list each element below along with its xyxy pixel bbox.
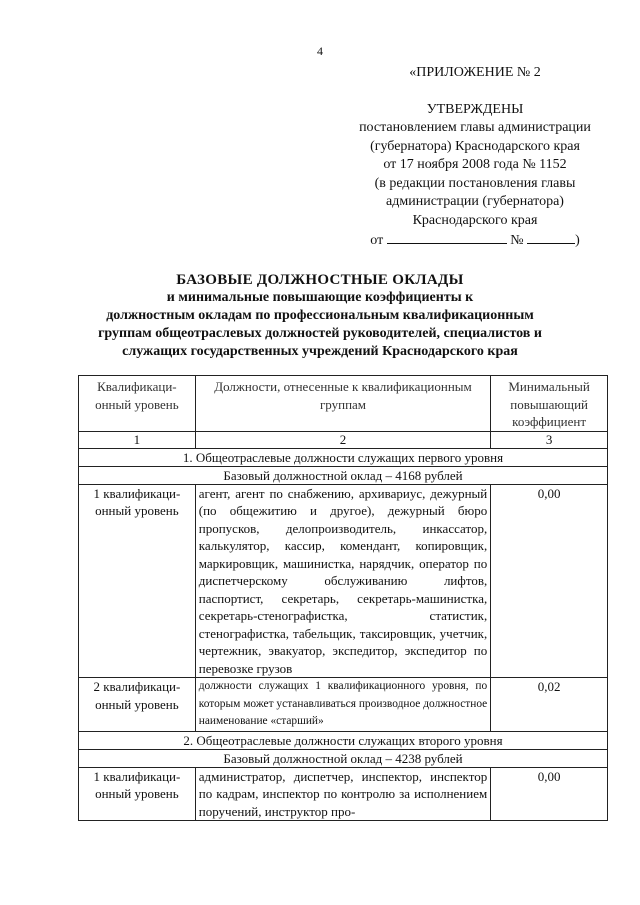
section-heading-row: [79, 731, 608, 749]
section-heading: 2. Общеотраслевые должности служащих второго уровня: [79, 731, 608, 749]
appendix-label: «ПРИЛОЖЕНИЕ № 2: [409, 65, 541, 80]
level-cell: 1 квалификаци-онный уровень: [79, 767, 196, 821]
coefficient-cell: 0,02: [491, 678, 608, 732]
base-salary: Базовый должностной оклад – 4168 рублей: [79, 466, 608, 484]
approval-line: Краснодарского края: [412, 212, 538, 228]
approval-block: [345, 64, 605, 251]
page-number: 4: [317, 44, 323, 58]
title-main: БАЗОВЫЕ ДОЛЖНОСТНЫЕ ОКЛАДЫ: [176, 272, 464, 288]
salary-table: [78, 375, 608, 821]
title-line: должностным окладам по профессиональным квалификационным: [106, 308, 534, 323]
level-cell: 1 квалификаци-онный уровень: [79, 484, 196, 678]
coefficient-cell: 0,00: [491, 484, 608, 678]
approval-line: от 17 ноября 2008 года № 1152: [383, 157, 567, 172]
approval-line: (губернатора) Краснодарского края: [370, 138, 580, 154]
positions-cell: администратор, диспетчер, инспектор, инспектор по кадрам, инспектор по контролю за исполнением поручений, инструктор про-: [195, 767, 490, 821]
column-number: 3: [491, 431, 608, 448]
approval-line: (в редакции постановления главы: [374, 175, 576, 191]
base-salary: Базовый должностной оклад – 4238 рублей: [79, 749, 608, 767]
column-number: 2: [195, 431, 490, 448]
coefficient-cell: 0,00: [491, 767, 608, 821]
header-positions: Должности, отнесенные к квалификационным группам: [195, 376, 490, 432]
from-label: от: [370, 233, 384, 248]
table-header-row: [79, 376, 608, 432]
table-row: [79, 484, 608, 678]
approval-line: постановлением главы администрации: [359, 120, 591, 135]
date-blank: [387, 230, 507, 244]
section-heading-row: [79, 448, 608, 466]
positions-cell: должности служащих 1 квалификационного уровня, по которым может устанавливаться производное должностное наименование «старший»: [195, 678, 490, 732]
approval-line: администрации (губернатора): [386, 194, 564, 209]
table-row: [79, 767, 608, 821]
header-level: Квалификаци-онный уровень: [79, 376, 196, 432]
header-coefficient: Минимальный повышающий коэффициент: [491, 376, 608, 432]
salary-row: [79, 466, 608, 484]
date-number-line: [345, 230, 605, 251]
positions-cell: агент, агент по снабжению, архивариус, дежурный (по общежитию и другое), дежурный бюро пропусков, делопроизводитель, инкассатор, калькулятор, кассир, комендант, копировщик, маркировщик, машинистка, нарядчик, оператор по диспетчерскому обслуживанию лифтов, паспортист, секретарь, секретарь-машинистка, секретарь-стенографистка, статистик, стенографистка, табельщик, таксировщик, учетчик, чертежник, эвакуатор, экспедитор, экспедитор по перевозке грузов: [195, 484, 490, 678]
title-line: и минимальные повышающие коэффициенты к: [166, 290, 474, 305]
table-row: [79, 678, 608, 732]
level-cell: 2 квалификаци-онный уровень: [79, 678, 196, 732]
title-line: группам общеотраслевых должностей руководителей, специалистов и: [98, 326, 542, 341]
column-number: 1: [79, 431, 196, 448]
section-heading: 1. Общеотраслевые должности служащих первого уровня: [79, 448, 608, 466]
number-label: №: [510, 233, 524, 248]
approved-label: УТВЕРЖДЕНЫ: [426, 101, 524, 117]
column-number-row: [79, 431, 608, 448]
number-blank: [527, 230, 575, 244]
title-line: служащих государственных учреждений Краснодарского края: [122, 344, 518, 359]
document-title: [40, 271, 600, 361]
closing-paren: ): [575, 233, 580, 248]
salary-row: [79, 749, 608, 767]
